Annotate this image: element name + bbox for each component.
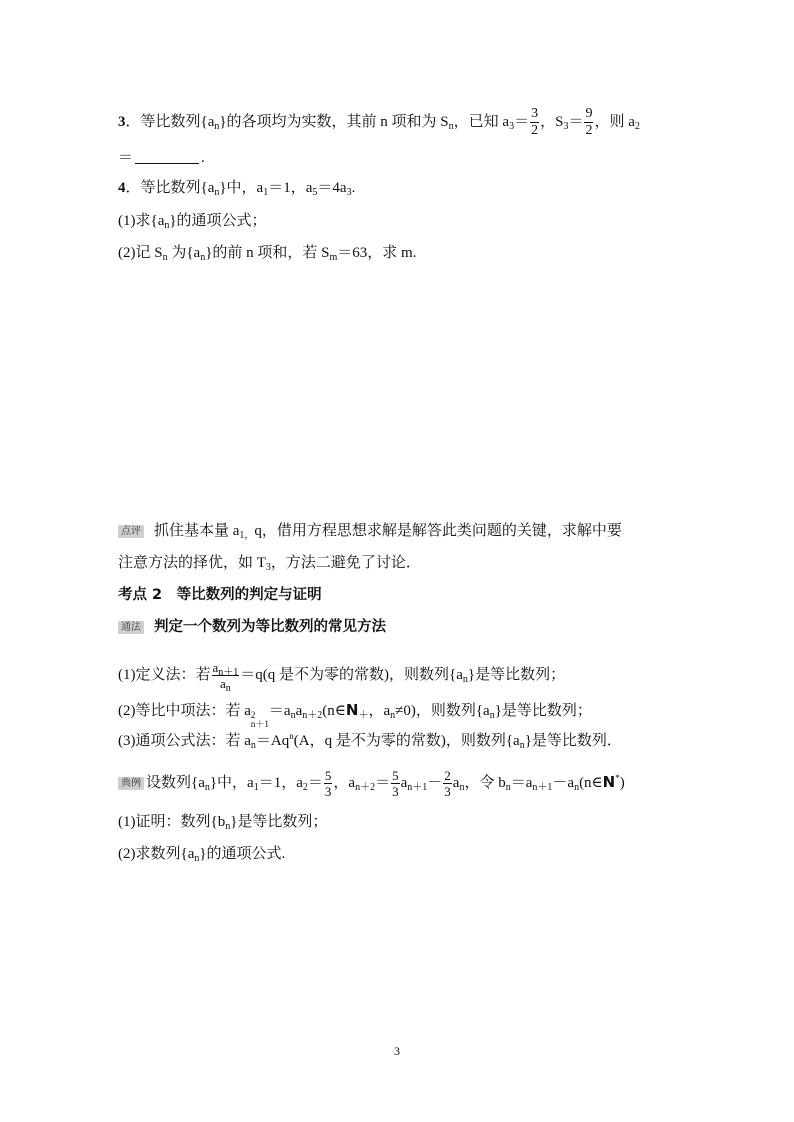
comment-line-2: 注意方法的择优，如 $T_3$，方法二避免了讨论． bbox=[118, 555, 421, 573]
problem-4-part-2: (2)记 $S_n$ 为$\{a_n\}$的前 n 项和，若 $S_m=63$，求 m. bbox=[118, 245, 417, 263]
comment-line-1: 点评 抓住基本量 $a_{1,}q$，借用方程思想求解是解答此类问题的关键，求解中要 bbox=[118, 521, 622, 541]
fraction: $\frac{3}{2}$ bbox=[531, 106, 539, 138]
example-tag: 典例 bbox=[118, 777, 144, 790]
problem-3-line-1: 3．等比数列$\{a_n\}$的各项均为实数，其前 n 项和为 $S_n$，已知 $a_3=$ $\frac{3}{2}$ ，$S_3=$ $\frac{9}{2}$ ，则 $a_2$ bbox=[118, 106, 640, 138]
fraction: $\frac{5}{3}$ bbox=[392, 768, 399, 799]
method-3: (3)通项公式法：若 $a_n=Aq^n(A$，q 是不为零的常数)，则数列$\{a_n\}$是等比数列． bbox=[118, 731, 622, 751]
answer-blank[interactable] bbox=[135, 149, 199, 164]
fraction: $\frac{9}{2}$ bbox=[585, 106, 593, 138]
fraction: $\frac{2}{3}$ bbox=[444, 768, 451, 799]
comment-tag: 点评 bbox=[118, 525, 144, 538]
method-2: (2)等比中项法：若 a 2 n＋1 $=a_na_{n+2}(n\in N_+$，$a_n\ne 0$)，则数列$\{a_n\}$是等比数列； bbox=[118, 701, 592, 729]
example-part-1: (1)证明：数列$\{b_n\}$是等比数列； bbox=[118, 814, 328, 832]
method-1: (1)定义法：若 $\frac{a_{n+1}}{a_n}$ ＝q(q 是不为零的常数)，则数列$\{a_n\}$是等比数列； bbox=[118, 660, 566, 694]
example-part-2: (2)求数列$\{a_n\}$的通项公式. bbox=[118, 846, 286, 864]
example-statement: 典例 设数列$\{a_n\}$中，$a_1=1$，$a_2=$ $\frac{5}{3}$ ，$a_{n+2}=$ $\frac{5}{3}$ $a_{n+1}-$ $\frac{2}{3}$ $a_n$，令 $b_n=a_{n+1}-a_n(n\in N^*)$ bbox=[118, 768, 625, 799]
fraction: $\frac{a_{n+1}}{a_n}$ bbox=[212, 660, 239, 694]
section-title: 考点 2 等比数列的判定与证明 bbox=[118, 587, 322, 603]
problem-3-line-2: ＝ . bbox=[118, 150, 205, 166]
problem-number: 3 bbox=[118, 113, 126, 130]
page-number: 3 bbox=[394, 1044, 400, 1058]
methods-title-line bbox=[118, 617, 386, 637]
problem-number: 4 bbox=[118, 180, 126, 196]
fraction: $\frac{5}{3}$ bbox=[324, 768, 332, 799]
problem-4-part-1: (1)求$\{a_n\}$的通项公式； bbox=[118, 213, 267, 231]
methods-tag: 通法 bbox=[118, 621, 144, 634]
problem-4-line-1: 4．等比数列$\{a_n\}$中，$a_1=1$，$a_5=4a_3$. bbox=[118, 180, 356, 198]
methods-title: 判定一个数列为等比数列的常见方法 bbox=[154, 619, 386, 635]
